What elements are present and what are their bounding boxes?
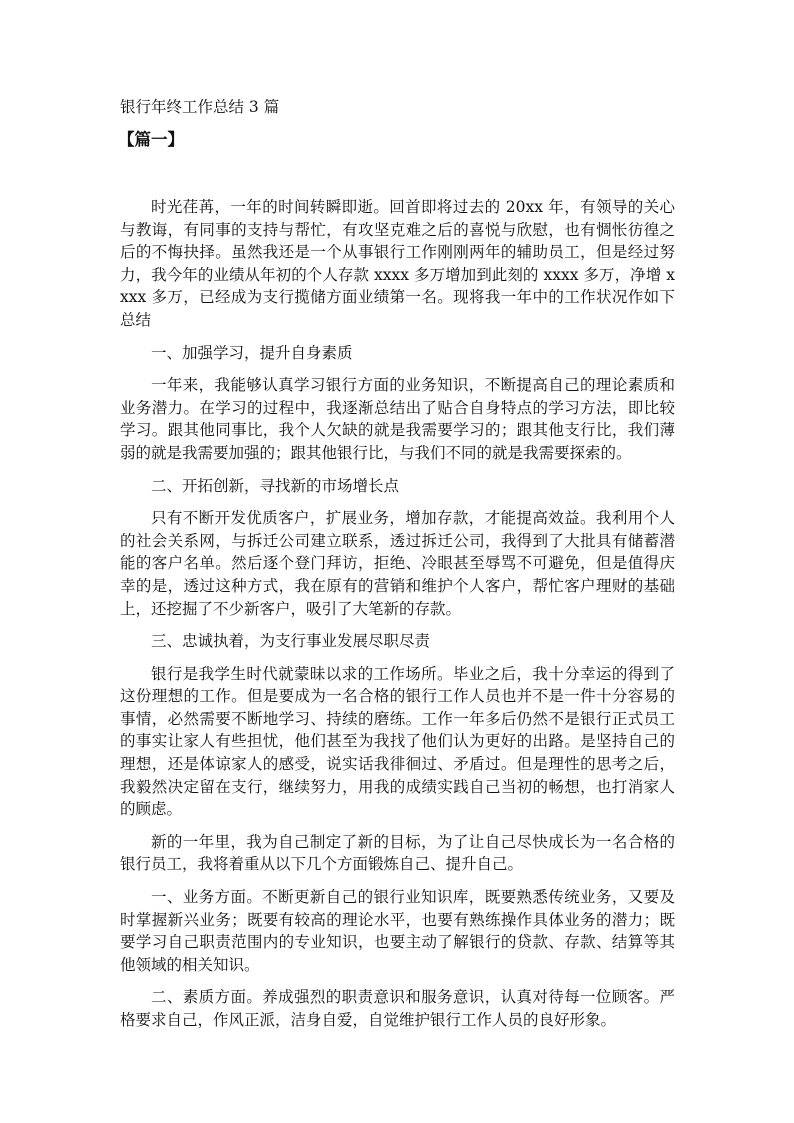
paragraph-6: 二、素质方面。养成强烈的职责意识和服务意识，认真对待每一位顾客。严格要求自己，作风正派，洁身自爱，自觉维护银行工作人员的良好形象。 [120, 988, 675, 1029]
paragraph-5: 一、业务方面。不断更新自己的银行业知识库，既要熟悉传统业务，又要及时掌握新兴业务；既要有较高的理论水平，也要有熟练操作具体业务的潜力；既要学习自己职责范围内的专业知识，也要主动了解银行的贷款、存款、结算等其他领域的相关知识。 [120, 888, 675, 974]
section-label: 【篇一】 [118, 130, 184, 149]
document-body [120, 196, 675, 1032]
paragraph-1: 一年来，我能够认真学习银行方面的业务知识，不断提高自己的理论素质和业务潜力。在学习的过程中，我逐渐总结出了贴合自身特点的学习方法，即比较学习。跟其他同事比，我个人欠缺的就是我需要学习的；跟其他支行比，我们薄弱的就是我需要加强的；跟其他银行比，与我们不同的就是我需要探索的。 [120, 376, 675, 462]
intro-paragraph: 时光荏苒，一年的时间转瞬即逝。回首即将过去的 20xx 年，有领导的关心与教诲，有同事的支持与帮忙，有攻坚克难之后的喜悦与欣慰，也有惆怅彷徨之后的不悔抉择。虽然我还是一个从事银行工作刚刚两年的辅助员工，但是经过努力，我今年的业绩从年初的个人存款 xxxx 多万增加到此刻的 xxxx 多万，净增 xxxx 多万，已经成为支行揽储方面业绩第一名。现将我一年中的工作状况作如下总结 [120, 198, 675, 329]
heading-3: 三、忠诚执着，为支行事业发展尽职尽责 [151, 632, 431, 651]
paragraph-4: 新的一年里，我为自己制定了新的目标，为了让自己尽快成长为一名合格的银行员工，我将着重从以下几个方面锻炼自己、提升自己。 [120, 832, 675, 874]
paragraph-3: 银行是我学生时代就蒙昧以求的工作场所。毕业之后，我十分幸运的得到了这份理想的工作。但是要成为一名合格的银行工作人员也并不是一件十分容易的事情，必然需要不断地学习、持续的磨练。工作一年多后仍然不是银行正式员工的事实让家人有些担忧，他们甚至为我找了他们认为更好的出路。是坚持自己的理想，还是体谅家人的感受，说实话我徘徊过、矛盾过。但是理性的思考之后，我毅然决定留在支行，继续努力，用我的成绩实践自己当初的畅想，也打消家人的顾虑。 [120, 664, 675, 819]
paragraph-2: 只有不断开发优质客户，扩展业务，增加存款，才能提高效益。我利用个人的社会关系网，与拆迁公司建立联系，透过拆迁公司，我得到了大批具有储蓄潜能的客户名单。然后逐个登门拜访，拒绝、冷眼甚至辱骂不可避免，但是值得庆幸的是，透过这种方式，我在原有的营销和维护个人客户，帮忙客户理财的基础上，还挖掘了不少新客户，吸引了大笔新的存款。 [120, 509, 675, 618]
heading-1: 一、加强学习，提升自身素质 [151, 343, 353, 362]
document-title: 银行年终工作总结 3 篇 [120, 98, 280, 116]
heading-2: 二、开拓创新，寻找新的市场增长点 [151, 476, 400, 495]
